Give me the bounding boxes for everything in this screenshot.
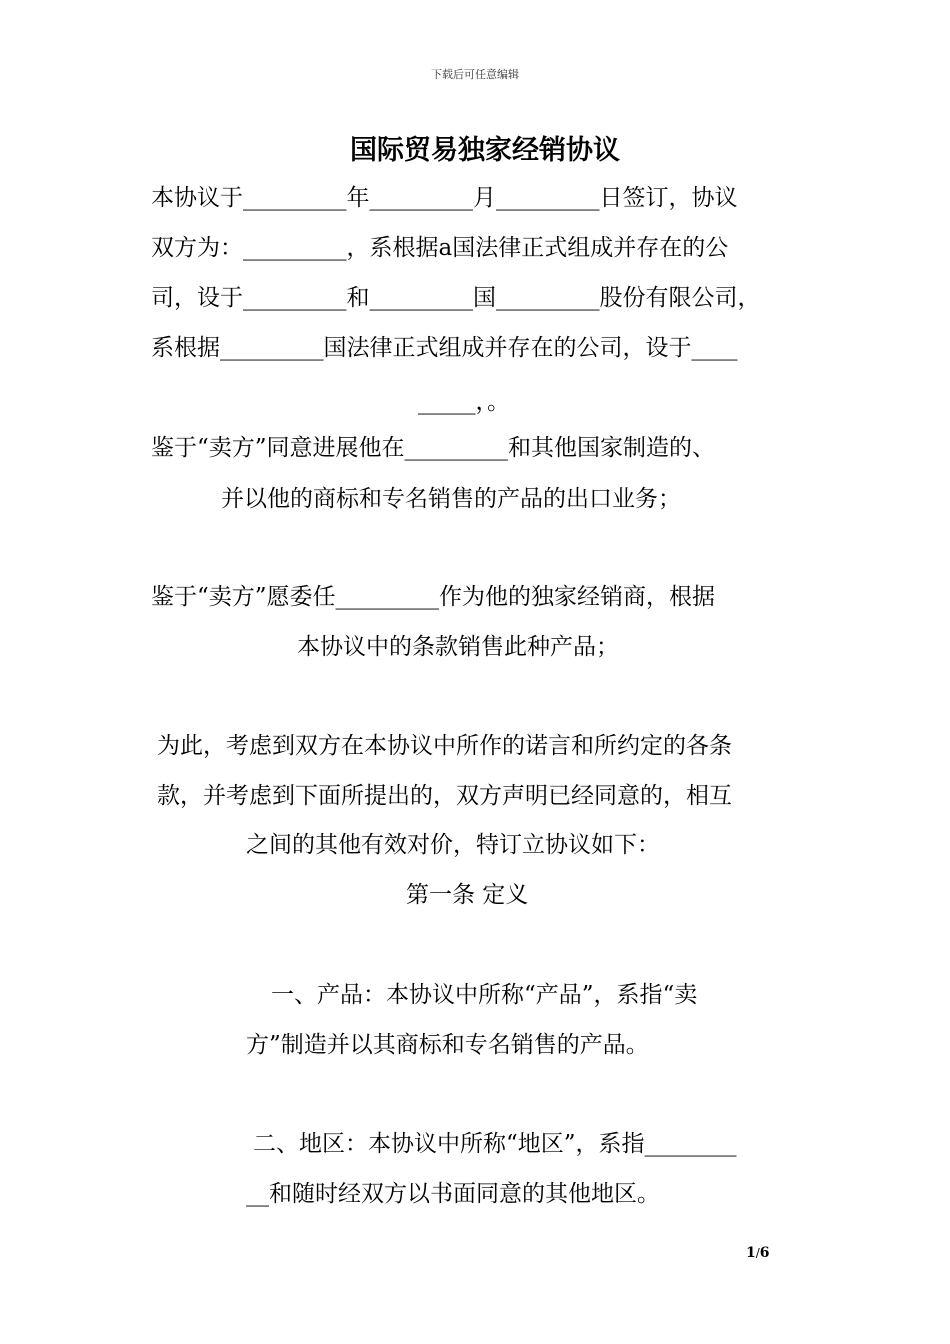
body-line: 鉴于“卖方”愿委任_________作为他的独家经销商，根据 xyxy=(151,584,716,610)
page-current: 1 xyxy=(746,1245,756,1261)
body-line: 司，设于_________和_________国_________股份有限公司， xyxy=(151,285,761,311)
body-line: 方”制造并以其商标和专名销售的产品。 xyxy=(246,1032,649,1058)
body-line: 为此，考虑到双方在本协议中所作的诺言和所约定的各条 xyxy=(157,733,732,759)
document-title: 国际贸易独家经销协议 xyxy=(350,135,620,166)
body-line: 之间的其他有效对价，特订立协议如下： xyxy=(246,832,660,858)
body-line: 系根据_________国法律正式组成并存在的公司，设于____ xyxy=(151,335,738,361)
page-header: 下载后可任意编辑 xyxy=(431,68,519,81)
page-total: 6 xyxy=(759,1245,770,1261)
body-line: 款，并考虑到下面所提出的，双方声明已经同意的，相互 xyxy=(157,783,732,809)
body-line: 双方为：_________，系根据a国法律正式组成并存在的公 xyxy=(151,235,729,261)
body-line: 二、地区：本协议中所称“地区”，系指________ xyxy=(253,1131,737,1157)
body-line: _____，。 xyxy=(418,389,510,415)
article-heading: 第一条 定义 xyxy=(406,882,529,908)
body-line: 并以他的商标和专名销售的产品的出口业务； xyxy=(221,486,681,512)
page-number xyxy=(746,1245,770,1261)
body-line: 一、产品：本协议中所称“产品”，系指“卖 xyxy=(271,982,698,1008)
body-line: 鉴于“卖方”同意进展他在_________和其他国家制造的、 xyxy=(151,435,716,461)
page-separator: / xyxy=(755,1246,760,1260)
body-line: 本协议于_________年_________月_________日签订，协议 xyxy=(151,185,738,211)
body-line: 本协议中的条款销售此种产品； xyxy=(297,634,619,660)
body-line: __和随时经双方以书面同意的其他地区。 xyxy=(246,1181,660,1207)
